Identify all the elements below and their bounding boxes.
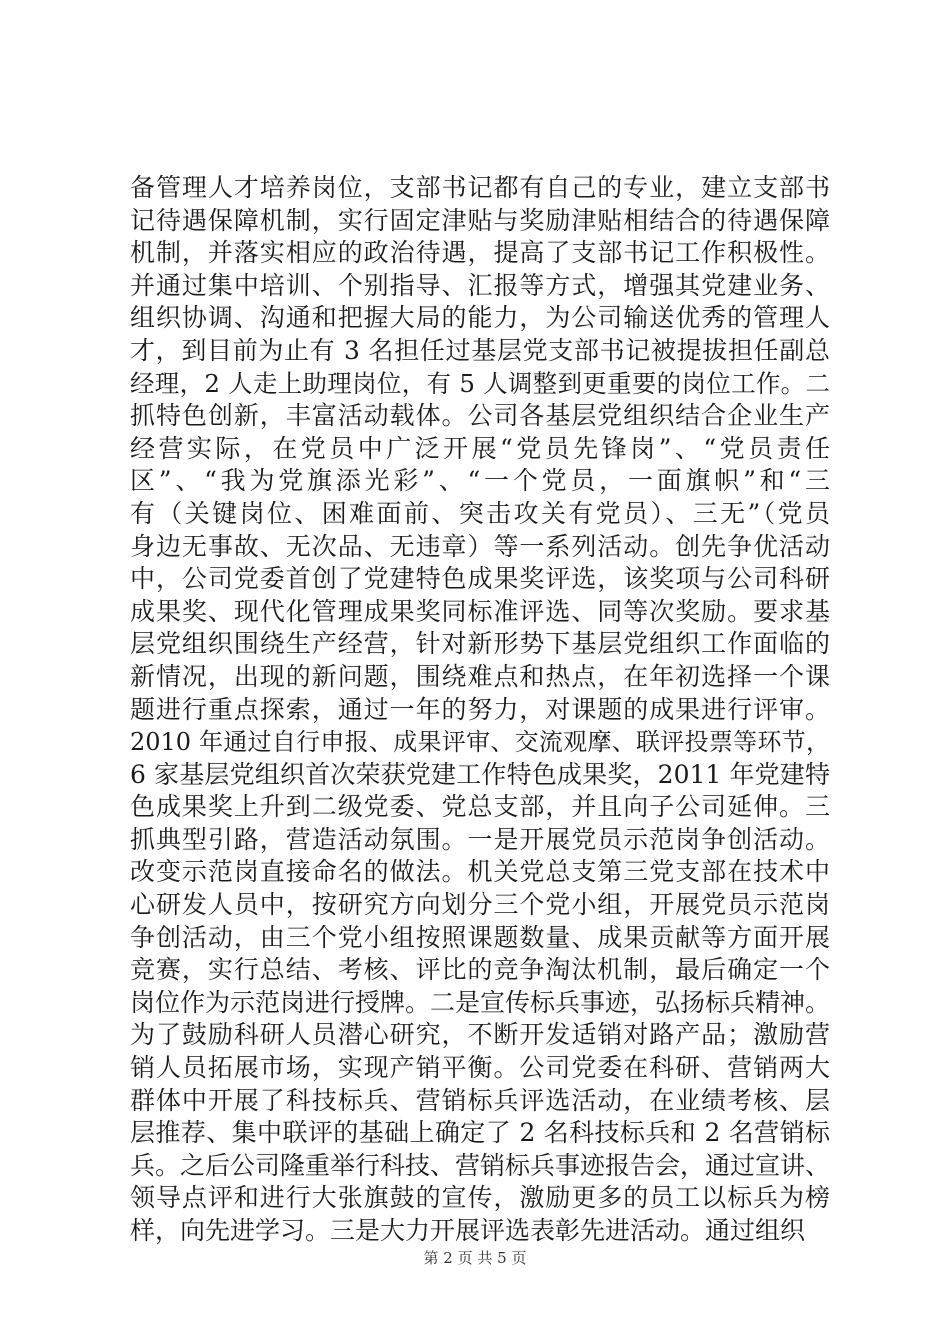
body-text-line: 新情况，出现的新问题，围绕难点和热点，在年初选择一个课 [130,661,830,691]
body-text-line: 改变示范岗直接命名的做法。机关党总支第三党支部在技术中 [130,857,830,887]
body-text-line: 才，到目前为止有 3 名担任过基层党支部书记被提拔担任副总 [130,335,830,365]
body-text-line: 为了鼓励科研人员潜心研究，不断开发适销对路产品；激励营 [130,1020,830,1050]
body-text-line: 备管理人才培养岗位，支部书记都有自己的专业，建立支部书 [130,173,830,202]
body-text-line: 群体中开展了科技标兵、营销标兵评选活动，在业绩考核、层 [130,1085,830,1115]
body-text-line: 心研发人员中，按研究方向划分三个党小组，开展党员示范岗 [130,890,830,920]
body-text-line: 色成果奖上升到二级党委、党总支部，并且向子公司延伸。三 [130,792,830,822]
body-text-line: 并通过集中培训、个别指导、汇报等方式，增强其党建业务、 [130,270,830,300]
body-text-line: 区”、“我为党旗添光彩”、“一个党员，一面旗帜”和“三 [130,466,830,496]
body-text-line: 成果奖、现代化管理成果奖同标准评选、同等次奖励。要求基 [130,596,830,626]
body-text-line: 机制，并落实相应的政治待遇，提高了支部书记工作积极性。 [130,238,830,268]
body-text-line: 经营实际，在党员中广泛开展“党员先锋岗”、“党员责任 [130,433,830,463]
body-text-line: 经理，2 人走上助理岗位，有 5 人调整到更重要的岗位工作。二 [130,368,830,398]
body-text-line: 有（关键岗位、困难面前、突击攻关有党员）、三无”（党员 [130,498,830,528]
body-text-line: 销人员拓展市场，实现产销平衡。公司党委在科研、营销两大 [130,1053,830,1083]
body-text-line: 样，向先进学习。三是大力开展评选表彰先进活动。通过组织 [130,1216,806,1245]
body-text-line: 中，公司党委首创了党建特色成果奖评选，该奖项与公司科研 [130,564,830,594]
body-text-line: 层推荐、集中联评的基础上确定了 2 名科技标兵和 2 名营销标 [130,1118,830,1148]
document-body-text [130,172,830,1248]
page-number-footer: 第 2 页 共 5 页 [423,1249,527,1267]
body-text-line: 身边无事故、无次品、无违章）等一系列活动。创先争优活动 [130,531,830,561]
body-text-line: 竞赛，实行总结、考核、评比的竞争淘汰机制，最后确定一个 [130,955,830,985]
body-text-line: 题进行重点探索，通过一年的努力，对课题的成果进行评审。 [130,694,830,724]
body-text-line: 岗位作为示范岗进行授牌。二是宣传标兵事迹，弘扬标兵精神。 [130,987,830,1017]
body-text-line: 组织协调、沟通和把握大局的能力，为公司输送优秀的管理人 [130,303,830,333]
body-text-line: 2010 年通过自行申报、成果评审、交流观摩、联评投票等环节， [130,728,830,757]
body-text-line: 记待遇保障机制，实行固定津贴与奖励津贴相结合的待遇保障 [130,205,830,235]
body-text-line: 抓典型引路，营造活动氛围。一是开展党员示范岗争创活动。 [130,824,830,854]
body-text-line: 抓特色创新，丰富活动载体。公司各基层党组织结合企业生产 [130,401,830,431]
body-text-line: 层党组织围绕生产经营，针对新形势下基层党组织工作面临的 [130,629,830,659]
body-text-line: 争创活动，由三个党小组按照课题数量、成果贡献等方面开展 [130,922,830,952]
body-text-line: 6 家基层党组织首次荣获党建工作特色成果奖，2011 年党建特 [130,759,830,789]
body-text-line: 兵。之后公司隆重举行科技、营销标兵事迹报告会，通过宣讲、 [130,1150,830,1180]
body-text-line: 领导点评和进行大张旗鼓的宣传，激励更多的员工以标兵为榜 [130,1183,830,1213]
